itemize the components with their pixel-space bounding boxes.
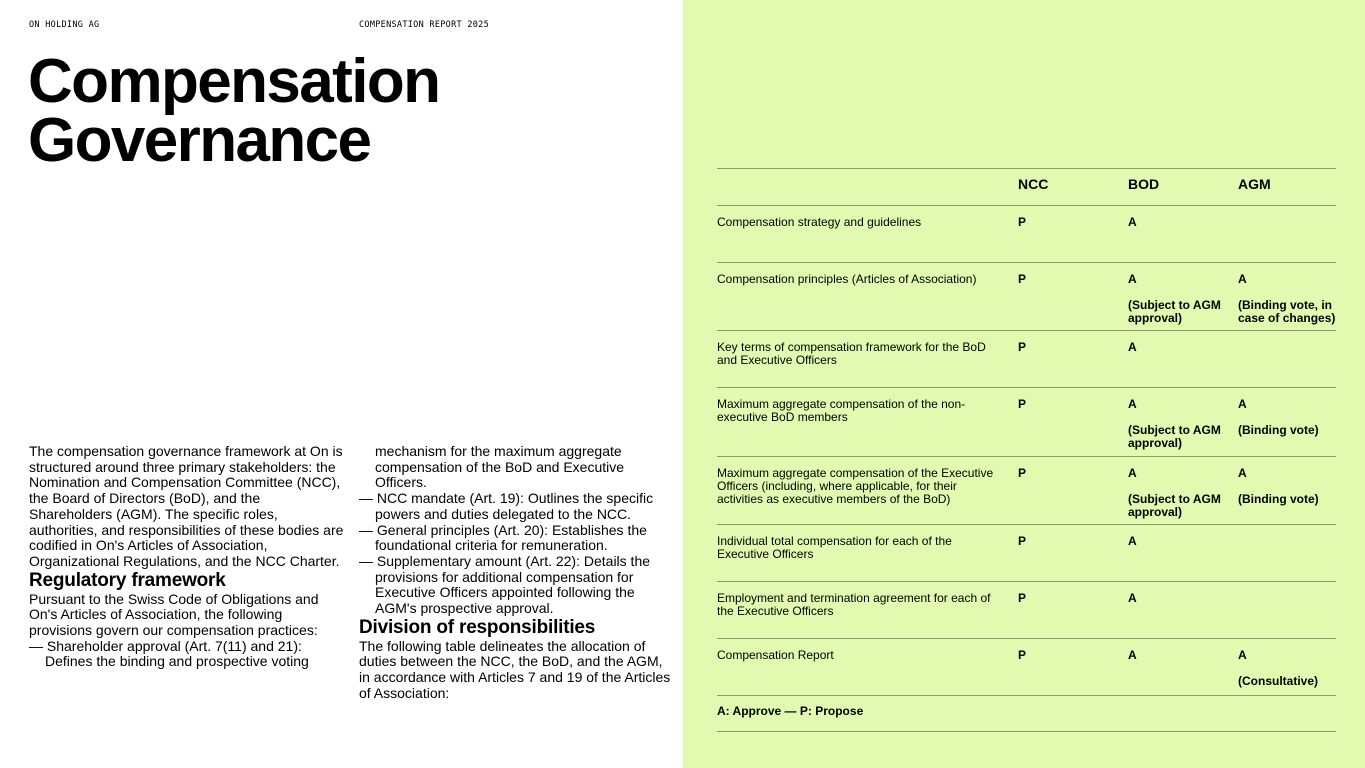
bod-cell: A [1128, 591, 1137, 605]
bod-cell [1128, 273, 1236, 325]
bullet-shareholder-approval: — Shareholder approval (Art. 7(11) and 21): Defines the binding and prospective voting [29, 637, 309, 670]
row-label: Compensation principles (Articles of Association) [717, 272, 977, 286]
row-label: Maximum aggregate compensation of the Executive Officers (including, where applicable, for their activities as executive members of the BoD) [717, 466, 994, 506]
page-title-line2: Governance [28, 106, 371, 175]
header-agm: AGM [1238, 176, 1271, 192]
ncc-cell: P [1018, 272, 1027, 286]
agm-cell [1238, 273, 1338, 325]
row-label: Individual total compensation for each of the Executive Officers [717, 534, 952, 561]
agm-value: A [1238, 272, 1247, 286]
bod-value: A [1128, 397, 1137, 411]
bod-value: A [1128, 466, 1137, 480]
bod-note: (Subject to AGM approval) [1128, 423, 1221, 450]
ncc-cell: P [1018, 397, 1027, 411]
bullet-shareholder-approval-cont: mechanism for the maximum aggregate compensation of the BoD and Executive Officers. [375, 443, 625, 491]
text-column-left [29, 444, 347, 670]
agm-note: (Binding vote) [1238, 423, 1319, 437]
bod-cell: A [1128, 648, 1137, 662]
agm-note: (Binding vote, in case of changes) [1238, 298, 1336, 325]
table-row [717, 205, 1336, 262]
ncc-cell: P [1018, 340, 1027, 354]
page-title [28, 47, 440, 175]
ncc-cell: P [1018, 466, 1027, 480]
table-header-row [717, 168, 1336, 205]
table-row [717, 456, 1336, 524]
bod-cell: A [1128, 534, 1137, 548]
ncc-cell: P [1018, 591, 1027, 605]
table-row [717, 638, 1336, 695]
bod-cell [1128, 467, 1236, 519]
agm-value: A [1238, 648, 1247, 662]
report-title: COMPENSATION REPORT 2025 [359, 20, 490, 30]
division-paragraph: The following table delineates the allocation of duties between the NCC, the BoD, and the AGM, in accordance with Articles 7 and 19 of the Articles of Association: [359, 637, 671, 701]
table-legend: A: Approve — P: Propose [717, 704, 864, 718]
regulatory-heading: Regulatory framework [29, 569, 226, 591]
company-name: ON HOLDING AG [29, 20, 100, 30]
bod-cell: A [1128, 340, 1137, 354]
bod-note: (Subject to AGM approval) [1128, 298, 1221, 325]
table-row [717, 387, 1336, 456]
bod-value: A [1128, 272, 1137, 286]
table-row [717, 524, 1336, 581]
row-label: Compensation strategy and guidelines [717, 215, 922, 229]
ncc-cell: P [1018, 215, 1027, 229]
row-label: Key terms of compensation framework for the BoD and Executive Officers [717, 340, 986, 367]
row-label: Employment and termination agreement for each of the Executive Officers [717, 591, 991, 618]
header-bod: BOD [1128, 176, 1160, 192]
ncc-cell: P [1018, 534, 1027, 548]
regulatory-paragraph: Pursuant to the Swiss Code of Obligations and On's Articles of Association, the following provisions govern our compensation practices: [29, 590, 319, 639]
division-heading: Division of responsibilities [359, 616, 596, 638]
bullet-supplementary-amount: — Supplementary amount (Art. 22): Details the provisions for additional compensation for Executive Officers appointed following the AGM's prospective approval. [359, 552, 651, 617]
bod-note: (Subject to AGM approval) [1128, 492, 1221, 519]
agm-note: (Consultative) [1238, 674, 1319, 688]
table-legend-row [717, 695, 1336, 732]
ncc-cell: P [1018, 648, 1027, 662]
agm-value: A [1238, 466, 1247, 480]
bullet-general-principles: — General principles (Art. 20): Establishes the foundational criteria for remuneration. [359, 521, 647, 554]
agm-cell [1238, 649, 1338, 688]
header-ncc: NCC [1018, 176, 1049, 192]
intro-paragraph: The compensation governance framework at On is structured around three primary stakeholders: the Nomination and Compensation Committee (NCC), the Board of Directors (BoD), and the Shareholders (AGM). The specific roles, authorities, and responsibilities of these bodies are codified in On's Articles of Association, Organizational Regulations, and the NCC Charter. [29, 443, 344, 569]
responsibility-table [717, 168, 1336, 732]
bod-cell: A [1128, 215, 1137, 229]
agm-note: (Binding vote) [1238, 492, 1319, 506]
bod-cell [1128, 398, 1236, 450]
agm-cell [1238, 398, 1338, 437]
table-row [717, 262, 1336, 330]
agm-value: A [1238, 397, 1247, 411]
row-label: Maximum aggregate compensation of the non-executive BoD members [717, 397, 966, 424]
agm-cell [1238, 467, 1338, 506]
bullet-ncc-mandate: — NCC mandate (Art. 19): Outlines the specific powers and duties delegated to the NCC. [359, 490, 654, 522]
row-label: Compensation Report [717, 648, 834, 662]
table-row [717, 581, 1336, 638]
page-title-line1: Compensation [28, 47, 440, 116]
text-column-middle [359, 444, 677, 702]
table-row [717, 330, 1336, 387]
